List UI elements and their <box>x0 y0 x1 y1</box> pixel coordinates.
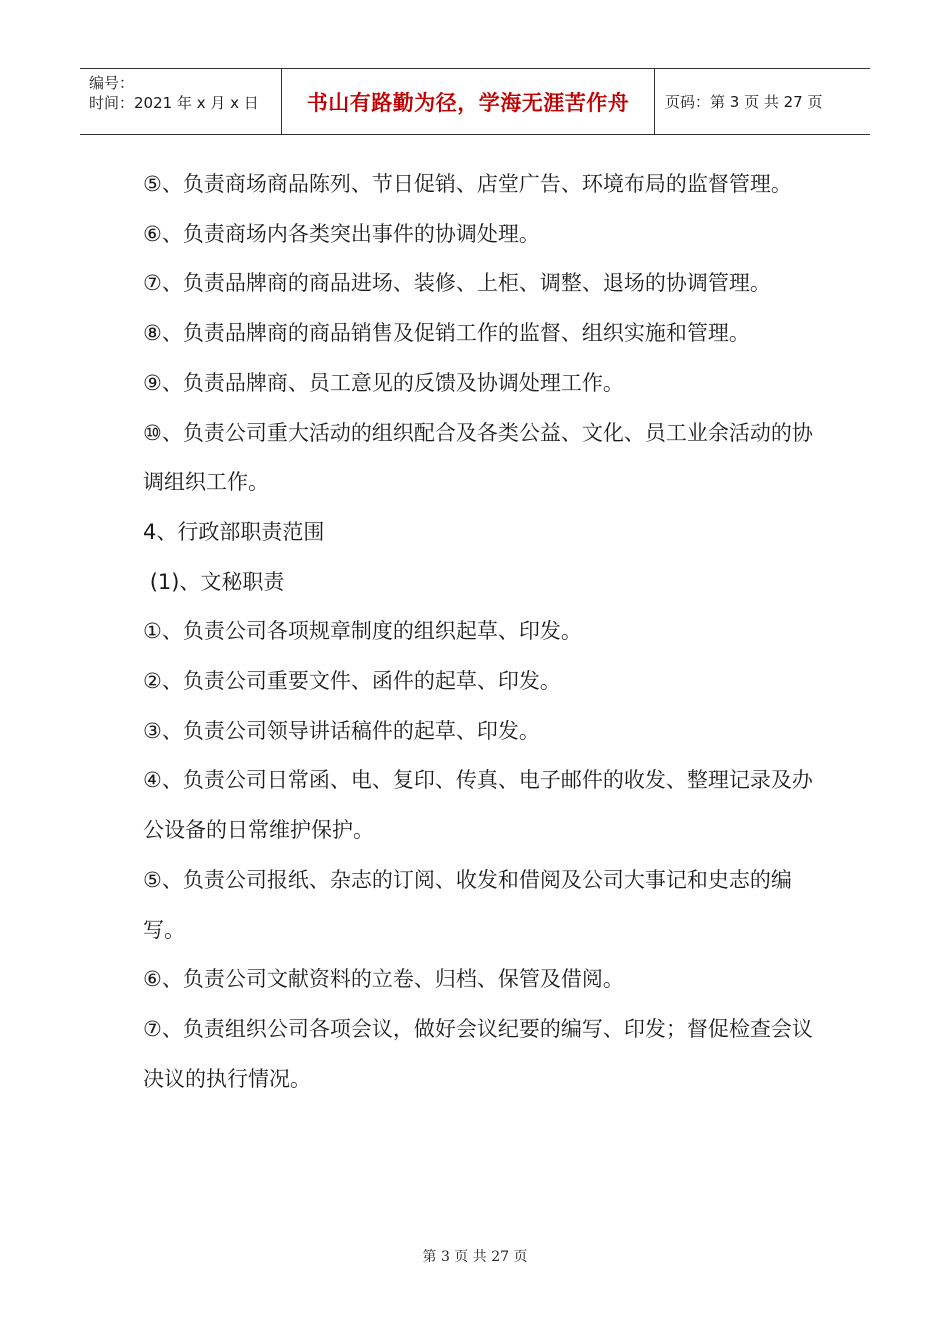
page-footer: 第 3 页 共 27 页 <box>422 1249 528 1265</box>
paragraph: ⑤、负责公司报纸、杂志的订阅、收发和借阅及公司大事记和史志的编写。 <box>143 867 792 942</box>
paragraph: ⑩、负责公司重大活动的组织配合及各类公益、文化、员工业余活动的协调组织工作。 <box>143 420 813 495</box>
paragraph: ②、负责公司重要文件、函件的起草、印发。 <box>143 669 561 694</box>
header-meta <box>80 69 282 134</box>
paragraph: ⑦、负责组织公司各项会议，做好会议纪要的编写、印发；督促检查会议决议的执行情况。 <box>143 1016 813 1091</box>
paragraph: ①、负责公司各项规章制度的组织起草、印发。 <box>143 619 582 644</box>
paragraph: ⑤、负责商场商品陈列、节日促销、店堂广告、环境布局的监督管理。 <box>143 172 792 196</box>
subsection-heading: (1)、文秘职责 <box>143 569 285 594</box>
header-motto: 书山有路勤为径，学海无涯苦作舟 <box>282 69 655 134</box>
paragraph: ⑧、负责品牌商的商品销售及促销工作的监督、组织实施和管理。 <box>143 321 750 346</box>
document-date: 时间：2021 年 x 月 x 日 <box>89 94 259 112</box>
paragraph: ⑥、负责商场内各类突出事件的协调处理。 <box>143 221 540 246</box>
paragraph: ⑥、负责公司文献资料的立卷、归档、保管及借阅。 <box>143 967 624 992</box>
document-header <box>80 68 870 135</box>
paragraph: ⑦、负责品牌商的商品进场、装修、上柜、调整、退场的协调管理。 <box>143 271 771 296</box>
document-body <box>143 160 813 1104</box>
document-number: 编号： <box>89 74 135 92</box>
section-heading: 4、行政部职责范围 <box>143 519 325 544</box>
header-page-info: 页码：第 3 页 共 27 页 <box>665 93 823 111</box>
paragraph: ③、负责公司领导讲话稿件的起草、印发。 <box>143 718 540 743</box>
paragraph: ④、负责公司日常函、电、复印、传真、电子邮件的收发、整理记录及办公设备的日常维护保护。 <box>143 768 813 843</box>
paragraph: ⑨、负责品牌商、员工意见的反馈及协调处理工作。 <box>143 370 624 395</box>
